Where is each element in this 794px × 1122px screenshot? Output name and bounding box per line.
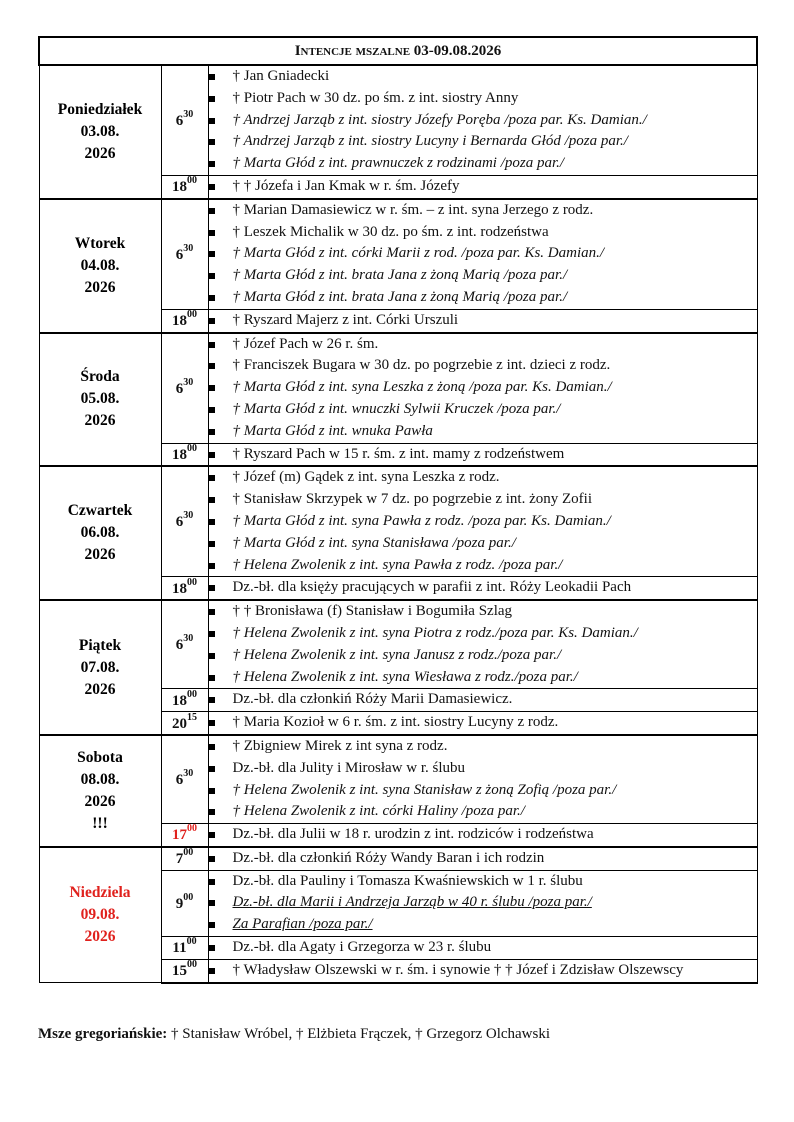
intention-text: Za Parafian /poza par./ [232, 916, 373, 933]
intention-item [209, 577, 757, 599]
mass-row [39, 600, 757, 689]
intention-text: † Helena Zwolenik z int. syna Wiesława z rodz./poza par./ [232, 668, 578, 685]
intention-item [209, 645, 757, 667]
mass-hour: 18 [172, 580, 187, 597]
intention-text: † Ryszard Pach w 15 r. śm. z int. mamy z rodzeństwem [232, 445, 565, 462]
mass-minutes: 00 [187, 175, 197, 187]
intention-item [209, 467, 757, 489]
intention-item [209, 667, 757, 689]
intentions-list [209, 689, 757, 711]
mass-time [161, 735, 208, 824]
intention-text: † Andrzej Jarząb z int. siostry Lucyny i Bernarda Głód /poza par./ [232, 133, 628, 150]
intentions-cell [208, 735, 757, 824]
day-date: 09.08. [80, 906, 120, 924]
intention-item [209, 176, 757, 198]
intentions-list [209, 736, 757, 823]
intentions-list [209, 444, 757, 466]
mass-minutes: 30 [183, 633, 194, 645]
intention-item [209, 712, 757, 734]
intentions-cell [208, 600, 757, 689]
intention-item [209, 892, 757, 914]
day-date: 03.08. [80, 122, 120, 140]
mass-row [39, 847, 757, 870]
intention-text: † Marta Głód z int. syna Stanisława /poza par./ [232, 534, 516, 551]
intentions-list [209, 848, 757, 870]
intention-item [209, 444, 757, 466]
intention-item [209, 824, 757, 846]
mass-hour: 7 [175, 851, 184, 868]
mass-minutes: 00 [183, 847, 194, 859]
intention-item [209, 222, 757, 244]
table-title [39, 37, 757, 65]
mass-minutes: 30 [183, 242, 194, 254]
day-date: 05.08. [80, 390, 120, 408]
intentions-list [209, 577, 757, 599]
intention-text: † Helena Zwolenik z int. córki Haliny /poza par./ [232, 803, 525, 820]
intention-text: † Józef (m) Gądek z int. syna Leszka z rodz. [232, 469, 500, 486]
mass-minutes: 00 [187, 823, 197, 835]
intention-item [209, 736, 757, 758]
mass-minutes: 00 [187, 442, 197, 454]
mass-time [161, 689, 208, 712]
mass-hour: 6 [175, 637, 184, 654]
intention-text: † Ryszard Majerz z int. Córki Urszuli [232, 311, 459, 328]
mass-row [39, 333, 757, 443]
intention-text: † Franciszek Bugara w 30 dz. po pogrzebie z int. dzieci z rodz. [232, 357, 611, 374]
intention-text: † Marta Głód z int. córki Marii z rod. /poza par. Ks. Damian./ [232, 245, 605, 262]
intention-text: † Józef Pach w 26 r. śm. [232, 335, 379, 352]
intention-item [209, 533, 757, 555]
intention-text: Dz.-bł. dla członkiń Róży Wandy Baran i ich rodzin [232, 849, 545, 866]
intentions-cell [208, 712, 757, 735]
day-cell [39, 333, 161, 467]
day-note: !!! [92, 814, 108, 832]
intention-text: † Marta Głód z int. brata Jana z żoną Marią /poza par./ [232, 267, 568, 284]
intention-text: † Jan Gniadecki [232, 68, 330, 84]
day-date: 07.08. [80, 658, 120, 676]
intentions-cell [208, 959, 757, 982]
mass-time [161, 600, 208, 689]
day-cell [39, 199, 161, 333]
intentions-list [209, 310, 757, 332]
intentions-list [209, 176, 757, 198]
intention-text: † Zbigniew Mirek z int syna z rodz. [232, 737, 448, 754]
intentions-cell [208, 309, 757, 332]
mass-hour: 18 [172, 313, 187, 330]
mass-time [161, 577, 208, 600]
table-body [39, 37, 757, 983]
intentions-cell [208, 443, 757, 466]
gregorian-text: † Stanisław Wróbel, † Elżbieta Frączek, † Grzegorz Olchawski [167, 1026, 551, 1042]
mass-time [161, 175, 208, 198]
intentions-list [209, 712, 757, 734]
intention-item [209, 780, 757, 802]
intention-text: † Marian Damasiewicz w r. śm. – z int. syna Jerzego z rodz. [232, 201, 594, 218]
intention-text: † Helena Zwolenik z int. syna Piotra z rodz./poza par. Ks. Damian./ [232, 624, 638, 641]
mass-minutes: 00 [187, 576, 197, 588]
intentions-list [209, 824, 757, 846]
intentions-list [209, 937, 757, 959]
mass-time [161, 333, 208, 443]
day-date: 08.08. [80, 770, 120, 788]
intention-item [209, 555, 757, 577]
intention-item [209, 601, 757, 623]
mass-intentions-table [38, 36, 758, 984]
intention-text: † † Józefa i Jan Kmak w r. śm. Józefy [232, 177, 460, 194]
mass-time [161, 712, 208, 735]
intentions-cell [208, 937, 757, 960]
intention-text: † Marta Głód z int. syna Leszka z żoną /poza par. Ks. Damian./ [232, 379, 612, 396]
mass-time [161, 443, 208, 466]
mass-minutes: 15 [187, 711, 197, 723]
intention-item [209, 960, 757, 982]
intention-item [209, 265, 757, 287]
mass-time [161, 847, 208, 870]
intention-text: † Helena Zwolenik z int. syna Stanisław z żoną Zofią /poza par./ [232, 781, 617, 798]
day-cell [39, 65, 161, 199]
day-cell [39, 735, 161, 847]
intention-item [209, 801, 757, 823]
mass-hour: 18 [172, 692, 187, 709]
intention-item [209, 689, 757, 711]
intention-text: † Stanisław Skrzypek w 7 dz. po pogrzebie z int. żony Zofii [232, 491, 593, 508]
intention-item [209, 623, 757, 645]
mass-minutes: 00 [187, 959, 197, 971]
mass-row [39, 735, 757, 824]
mass-row [39, 199, 757, 309]
day-year: 2026 [84, 546, 116, 564]
intention-item [209, 200, 757, 222]
intention-item [209, 310, 757, 332]
day-cell [39, 466, 161, 600]
mass-time [161, 959, 208, 982]
intention-text: † Andrzej Jarząb z int. siostry Józefy Poręba /poza par. Ks. Damian./ [232, 111, 647, 128]
intention-item [209, 914, 757, 936]
mass-hour: 17 [172, 827, 187, 844]
day-name: Sobota [77, 748, 123, 766]
title-row [39, 37, 757, 65]
title-text: Intencje mszalne 03-09.08.2026 [294, 42, 502, 59]
intention-item [209, 131, 757, 153]
mass-hour: 6 [175, 380, 184, 397]
intention-text: † Maria Kozioł w 6 r. śm. z int. siostry Lucyny z rodz. [232, 714, 559, 731]
day-year: 2026 [84, 278, 116, 296]
intention-item [209, 334, 757, 356]
mass-minutes: 30 [183, 108, 194, 120]
intention-item [209, 66, 757, 88]
intentions-list [209, 66, 757, 175]
mass-time [161, 65, 208, 175]
intention-text: † Władysław Olszewski w r. śm. i synowie † † Józef i Zdzisław Olszewscy [232, 961, 684, 978]
intention-text: Dz.-bł. dla księży pracujących w parafii z int. Róży Leokadii Pach [232, 579, 632, 596]
intentions-cell [208, 199, 757, 309]
intentions-cell [208, 333, 757, 443]
intention-text: † † Bronisława (f) Stanisław i Bogumiła Szlag [232, 603, 513, 620]
intention-item [209, 399, 757, 421]
intention-item [209, 421, 757, 443]
mass-hour: 20 [172, 715, 187, 732]
intention-item [209, 243, 757, 265]
intentions-list [209, 871, 757, 936]
intention-text: Dz.-bł. dla Julity i Mirosław w r. ślubu [232, 759, 465, 776]
intentions-list [209, 334, 757, 443]
intention-item [209, 377, 757, 399]
mass-hour: 6 [175, 112, 184, 129]
intention-item [209, 871, 757, 893]
intention-text: † Marta Głód z int. syna Pawła z rodz. /poza par. Ks. Damian./ [232, 512, 611, 529]
intention-item [209, 110, 757, 132]
mass-hour: 9 [175, 895, 184, 912]
day-name: Środa [80, 368, 120, 386]
day-name: Niedziela [69, 884, 131, 902]
day-year: 2026 [84, 792, 116, 810]
intentions-list [209, 467, 757, 576]
intention-text: Dz.-bł. dla Pauliny i Tomasza Kwaśniewskich w 1 r. ślubu [232, 872, 583, 889]
mass-minutes: 30 [183, 768, 194, 779]
mass-time [161, 870, 208, 936]
mass-minutes: 30 [183, 376, 194, 388]
intentions-cell [208, 689, 757, 712]
intention-item [209, 848, 757, 870]
mass-time [161, 937, 208, 960]
intentions-list [209, 601, 757, 688]
mass-time [161, 466, 208, 576]
mass-minutes: 30 [183, 510, 194, 522]
mass-minutes: 00 [187, 688, 197, 700]
day-name: Czwartek [67, 502, 133, 520]
intention-text: † Helena Zwolenik z int. syna Pawła z rodz. /poza par./ [232, 556, 563, 573]
intention-text: Dz.-bł. dla członkiń Róży Marii Damasiewicz. [232, 691, 513, 708]
intention-text: † Marta Głód z int. wnuczki Sylwii Kruczek /poza par./ [232, 400, 561, 417]
mass-row [39, 65, 757, 175]
mass-row [39, 466, 757, 576]
intention-item [209, 937, 757, 959]
intention-item [209, 511, 757, 533]
mass-minutes: 00 [183, 891, 194, 903]
intentions-list [209, 200, 757, 309]
intention-text: † Helena Zwolenik z int. syna Janusz z rodz./poza par./ [232, 646, 562, 663]
day-name: Poniedziałek [57, 100, 143, 118]
intention-text: † Leszek Michalik w 30 dz. po śm. z int. rodzeństwa [232, 223, 549, 240]
intention-text: † Piotr Pach w 30 dz. po śm. z int. siostry Anny [232, 89, 519, 106]
intention-item [209, 287, 757, 309]
intentions-list [209, 960, 757, 982]
intentions-cell [208, 577, 757, 600]
intentions-cell [208, 65, 757, 175]
intentions-cell [208, 824, 757, 847]
intention-item [209, 355, 757, 377]
day-name: Wtorek [74, 234, 126, 252]
gregorian-masses [38, 1026, 550, 1043]
intention-item [209, 88, 757, 110]
mass-hour: 15 [172, 963, 187, 980]
day-year: 2026 [84, 144, 116, 162]
day-year: 2026 [84, 412, 116, 430]
day-date: 06.08. [80, 524, 120, 542]
mass-hour: 11 [172, 940, 187, 957]
intention-text: † Marta Głód z int. prawnuczek z rodzinami /poza par./ [232, 155, 565, 172]
intentions-cell [208, 466, 757, 576]
mass-time [161, 199, 208, 309]
intention-text: Dz.-bł. dla Marii i Andrzeja Jarząb w 40 r. ślubu /poza par./ [232, 894, 592, 911]
intentions-cell [208, 870, 757, 936]
intention-item [209, 758, 757, 780]
mass-minutes: 00 [187, 309, 197, 321]
intentions-cell [208, 175, 757, 198]
mass-hour: 18 [172, 179, 187, 196]
mass-time [161, 309, 208, 332]
day-name: Piątek [78, 636, 122, 654]
intention-text: Dz.-bł. dla Julii w 18 r. urodzin z int. rodziców i rodzeństwa [232, 826, 594, 843]
mass-hour: 6 [175, 246, 184, 263]
mass-hour: 18 [172, 446, 187, 463]
day-cell [39, 600, 161, 735]
mass-hour: 6 [175, 514, 184, 531]
day-cell [39, 847, 161, 983]
mass-minutes: 00 [186, 936, 197, 948]
intention-text: Dz.-bł. dla Agaty i Grzegorza w 23 r. ślubu [232, 939, 492, 956]
intention-item [209, 153, 757, 175]
intention-item [209, 489, 757, 511]
mass-time [161, 824, 208, 847]
intention-text: † Marta Głód z int. brata Jana z żoną Marią /poza par./ [232, 288, 568, 305]
day-date: 04.08. [80, 256, 120, 274]
mass-hour: 6 [175, 772, 184, 788]
day-year: 2026 [84, 928, 116, 946]
gregorian-label: Msze gregoriańskie: [38, 1026, 168, 1042]
intention-text: † Marta Głód z int. wnuka Pawła [232, 422, 433, 439]
day-year: 2026 [84, 680, 116, 698]
intentions-cell [208, 847, 757, 870]
